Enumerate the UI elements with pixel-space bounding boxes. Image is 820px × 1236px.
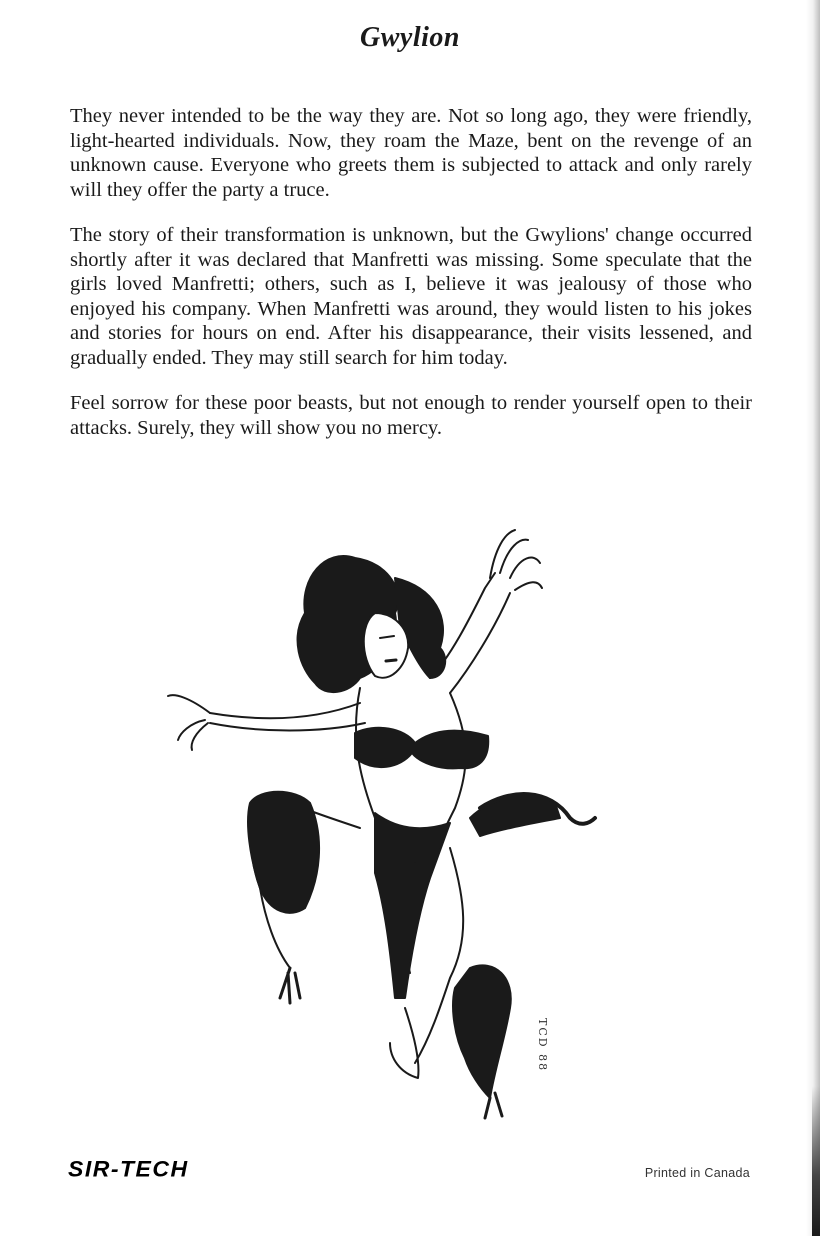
paragraph-3: Feel sorrow for these poor beasts, but not enough to render yourself open to their attacks. Surely, they will show you no mercy. xyxy=(70,392,752,439)
paragraph-1: They never intended to be the way they are. Not so long ago, they were friendly, light-hearted individuals. Now, they roam the Maze, bent on the revenge of an unknown cause. Everyone who greets them is subjected to attack and only rarely will they offer the party a truce. xyxy=(70,105,752,201)
sir-tech-logo: SIR-TECH xyxy=(68,1156,189,1182)
paragraph-2: The story of their transformation is unknown, but the Gwylions' change occurred shortly after it was declared that Manfretti was missing. Some speculate that the girls loved Manfretti; others, such as I, believe it was jealousy of those who enjoyed his company. When Manfretti was around, they would listen to his jokes and stories for hours on end. After his disappearance, their visits lessened, and gradually ended. They may still search for him today. xyxy=(70,224,752,369)
page-title: Gwylion xyxy=(360,22,460,53)
printed-in-note: Printed in Canada xyxy=(644,1166,750,1180)
page-edge-shadow-bottom xyxy=(812,1086,820,1236)
page-edge-shadow xyxy=(806,0,820,1236)
artist-signature: TCD 88 xyxy=(536,1018,549,1073)
body-text xyxy=(70,104,752,461)
